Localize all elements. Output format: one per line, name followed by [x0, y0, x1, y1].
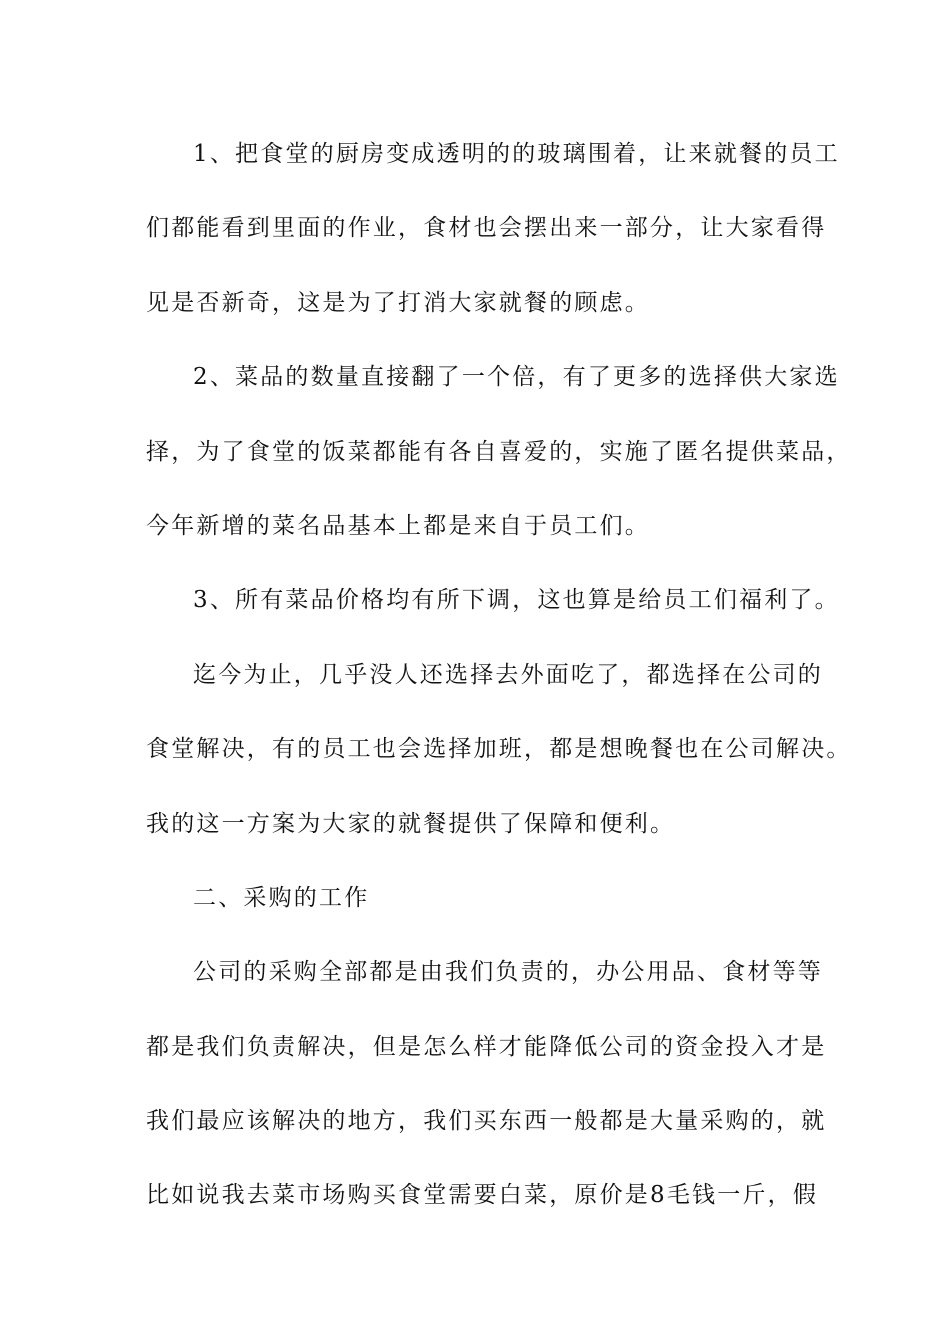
text-line: 公司的采购全部都是由我们负责的，办公用品、食材等等 — [193, 959, 823, 986]
text-line: 择，为了食堂的饭菜都能有各自喜爱的，实施了匿名提供菜品， — [146, 438, 852, 465]
text-line: 食堂解决，有的员工也会选择加班，都是想晚餐也在公司解决。 — [146, 736, 852, 763]
text-line: 今年新增的菜名品基本上都是来自于员工们。 — [146, 512, 650, 539]
text-line: 1、把食堂的厨房变成透明的的玻璃围着，让来就餐的员工 — [193, 141, 840, 167]
text-line: 我们最应该解决的地方，我们买东西一般都是大量采购的，就 — [146, 1108, 827, 1135]
section-heading: 二、采购的工作 — [193, 884, 370, 911]
text-line: 比如说我去菜市场购买食堂需要白菜，原价是8毛钱一斤，假 — [146, 1182, 819, 1209]
text-line: 见是否新奇，这是为了打消大家就餐的顾虑。 — [146, 289, 650, 316]
text-line: 们都能看到里面的作业，食材也会摆出来一部分，让大家看得 — [146, 215, 827, 242]
text-line: 2、菜品的数量直接翻了一个倍，有了更多的选择供大家选 — [193, 364, 840, 391]
text-line: 3、所有菜品价格均有所下调，这也算是给员工们福利了。 — [193, 587, 840, 614]
document-body — [146, 129, 852, 1245]
text-line: 我的这一方案为大家的就餐提供了保障和便利。 — [146, 810, 676, 837]
text-line: 都是我们负责解决，但是怎么样才能降低公司的资金投入才是 — [146, 1033, 827, 1060]
text-line: 迄今为止，几乎没人还选择去外面吃了，都选择在公司的 — [193, 661, 823, 688]
